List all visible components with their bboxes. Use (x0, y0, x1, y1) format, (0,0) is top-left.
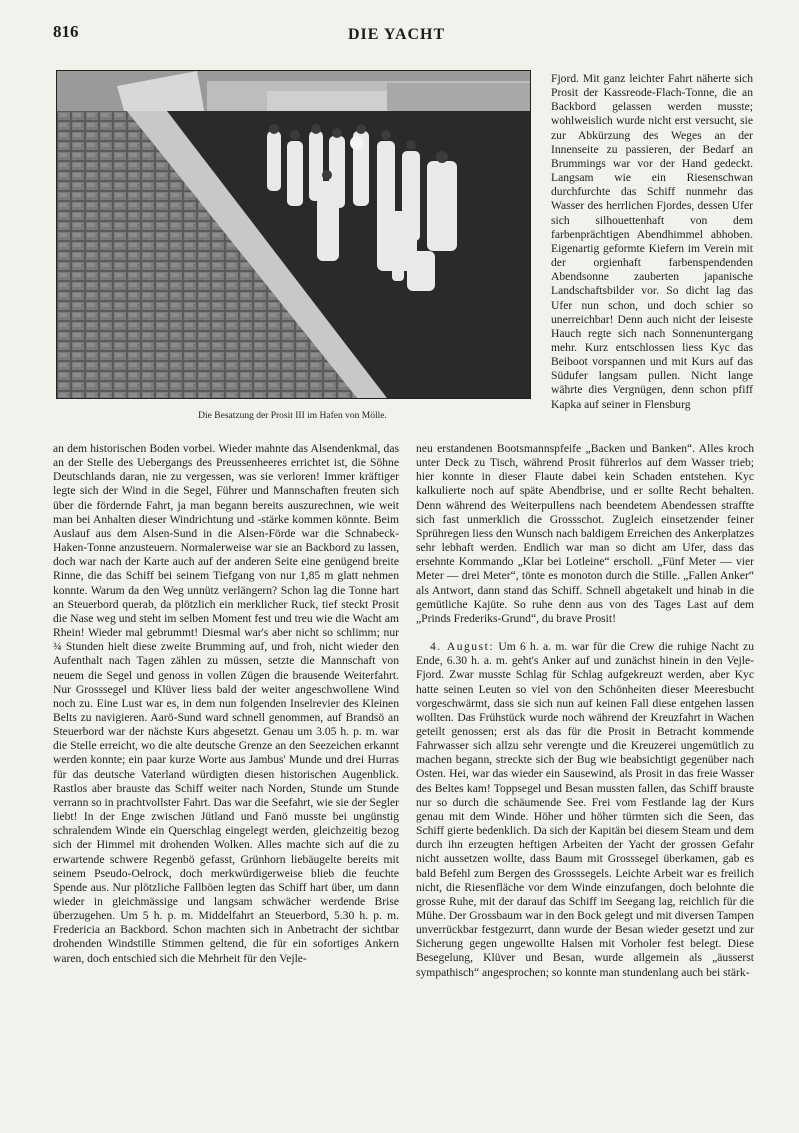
date-heading: 4. August: (430, 640, 495, 654)
right-top-column (551, 72, 753, 412)
right-column (416, 442, 754, 980)
right-top-paragraph: Fjord. Mit ganz leichter Fahrt näherte sich Prosit der Kassreode-Flach-Tonne, die an Backbord gelassen werden musste; wohlweislich wurde nicht erst versucht, sie zur Abkürzung des Weges an der Innenseite zu passieren, der Bedarf an Brummings war vor der Hand gedeckt. Langsam wie ein Riesenschwan durchfurchte das Schiff nunmehr das Wasser des herrlichen Fjordes, dessen Ufer sich silhouettenhaft von dem farbenprächtigen Abendhimmel abhoben. Eigenartig geformte Kiefern im Verein mit der orgienhaft farbenspendenden Abendsonne zauberten japanische Landschaftsbilder vor. So dicht lag das Ufer nun schon, und doch schier so unerreichbar! Denn auch nicht der leiseste Hauch regte sich nach Sonnenuntergang mehr. Kurz entschlossen liess Kyc das Beiboot vorspannen und mit Kurs auf das Südufer langsam pullen. Nicht lange währte dies Vergnügen, denn schon pfiff Kapka auf seiner in Flensburg (551, 72, 753, 411)
page-number: 816 (53, 22, 79, 41)
figure-caption: Die Besatzung der Prosit III im Hafen von Mölle. (198, 411, 387, 421)
running-head: DIE YACHT (348, 26, 446, 43)
left-paragraph: an dem historischen Boden vorbei. Wieder mahnte das Alsendenkmal, das an der Stelle des Uebergangs des Preussenheeres errichtet ist, die Söhne Deutschlands daran, nie zu vergessen, was sie verloren! Immer kräftiger legte sich der Wind in die Segel, Führer und Mannschaften freuten sich über die fördernde Fahrt, ja man begann bereits auszurechnen, wie weit man bei Anhalten dieser Windrichtung und -stärke kommen könnte. Beim Auslauf aus dem Alsen-Sund in die Alsen-Förde war die Schnabeck-Haken-Tonne anzusteuern. Normalerweise war sie an Backbord zu lassen, doch war nach der Karte auch auf der anderen Seite eine genügend breite Rinne, die das Schiff bei seinem Tiefgang von nur 1,85 m glatt nehmen konnte. Warum da den Weg unnütz verlängern? Schon lag die Tonne hart an Steuerbord querab, da plötzlich ein merklicher Ruck, tief steckt Prosit die Nase weg und steht im selben Moment fest und treu wie die Wacht am Rhein! Wieder mal gebrummt! Diesmal war's aber nicht so schlimm; nur ¾ Stunden hielt diese zweite Brumming auf, und froh, nicht wieder den Aufenthalt nach Tagen zählen zu müssen, setzte die Mannschaft von neuem die Segel und genoss in vollen Zügen die brausende Weiterfahrt. Nur Grosssegel und Klüver liess bald der weiter angeschwollene Wind noch zu. Eine Lust war es, in dem nun folgenden Inselrevier des Kleinen Belts zu navigieren. Aarö-Sund ward schnell genommen, auf Brandsö an Steuerbord war der nächste Kurs abgesetzt. Genau um 3.05 h. p. m. war die Stelle erreicht, wo die alte deutsche Grenze an den Seezeichen erkannt werden konnte; ein paar kurze Worte aus Jambus' Munde und drei Hurras für das deutsche Vaterland würdigten diesen historischen Augenblick. Rastlos aber brauste das Schiff weiter nach Norden, Stunde um Stunde verrann so in prachtvollster Fahrt. Das war die Seefahrt, wie sie der Segler liebt! In der Enge zwischen Jütland und Fanö musste bei ungünstig schralendem Winde ein Querschlag eingelegt werden, gleichzeitig bezog sich der Himmel mit drohenden Wolken. Alles machte sich auf die zu erwartende schwere Regenbö gefasst, Grünhorn liebäugelte bereits mit seinem Pseudo-Oelrock, doch merkwürdigerweise blieb die feuchte Spende aus. Nur plötzliche Fallböen legten das Schiff hart über, um dann wieder in gleichmässige und langsam schwächer werdende Brise überzugehen. Um 5 h. p. m. Middelfahrt an Steuerbord, 5.30 h. p. m. Fredericia an Backbord. Schon machten sich in Anbetracht der sichtbar drohenden Windstille Stimmen geltend, die für ein sofortiges Ankern waren, doch entschied sich die Mehrheit für den Vejle- (53, 442, 399, 965)
right-paragraph-2-text: Um 6 h. a. m. war für die Crew die ruhige Nacht zu Ende, 6.30 h. a. m. geht's Anker auf und zunächst hinein in den Vejle-Fjord. Zwar musste Schlag für Schlag aufgekreuzt werden, aber Kyc hatte seinen Leuten so viel von den Schönheiten dieser Meeresbucht vorgeschwärmt, dass sie sich nun auf keinen Fall diese entgehen lassen wollten. Das Frühstück wurde noch während der Kreuzfahrt in Wachen geteilt genossen; erst als das für die Prosit in Betracht kommende Fahrwasser sich allzu sehr verengte und die Kreuzerei ungemütlich zu machen begann, streckte sich der Bug wie beabsichtigt gegenüber nach Osten. Hei, war das wieder ein Sausewind, als Prosit in das freie Wasser des Beltes kam! Toppsegel und Besan mussten fallen, das Schiff brauste nur so durch die schäumende See. Frei vom Festlande lag der Kurs genau mit dem Winde. Höher und höher türmten sich die Seen, das Schiff gierte bedenklich. Da sich der Kapitän bei diesem Steam und dem durch ihn erzeugten heftigen Arbeiten der Yacht der grossen Gefahr nicht aussetzen wollte, dass Baum mit Grosssegel überkamen, gab es bald Befehl zum Bergen des Grosssegels. Leichte Arbeit war es freilich nicht, die Riesenfläche vor dem Winde einzufangen, doch belohnte die grosse Ruhe, mit der darauf das Schiff im Seegang lag, reichlich für die Mühe. Der Grossbaum war in den Bock gelegt und mit diversen Tampen unverrückbar festgezurrt, dann wurde der Besan wieder gesetzt und zur Sicherung gegen ungewollte Halsen mit Vorholer fest belegt. Diese Besegelung, Klüver und Besan, wurde allgemein als „äusserst sympathisch“ angesprochen; so konnte man stundenlang auch bei stärk- (416, 640, 754, 979)
right-paragraph-1: neu erstandenen Bootsmannspfeife „Backen und Banken“. Alles kroch unter Deck zu Tisch, während Prosit führerlos auf dem Wasser trieb; hier konnte in dieser Flaute dabei kein Schaden entstehen. Kyc kalkulierte noch auf späte Abendbrise, und er sollte Recht behalten. Denn während des Weiterpullens nach beendetem Abendessen straffte sich fast unmerklich die Grossschot. Zugleich einsetzender feiner Sprühregen liess den Wunsch nach baldigem Erreichen des Ankerplatzes sehr lebhaft werden. Endlich war man so dicht am Ufer, dass das ersehnte Kommando „Klar bei Lotleine“ erscholl. „Fünf Meter — vier Meter — drei Meter“, tönte es monoton durch die Stille. „Fallen Anker“ als Antwort, dann stand das Schiff. Schnell abgetakelt und hinab in die gemütliche Kajüte. So ruhe denn aus von des Tages Last auf dem „Prinds Frederiks-Grund“, du brave Prosit! (416, 442, 754, 625)
right-paragraph-2 (416, 640, 754, 980)
harbor-photo-image (57, 71, 530, 398)
crew-photo (56, 70, 531, 399)
left-column (53, 442, 399, 966)
